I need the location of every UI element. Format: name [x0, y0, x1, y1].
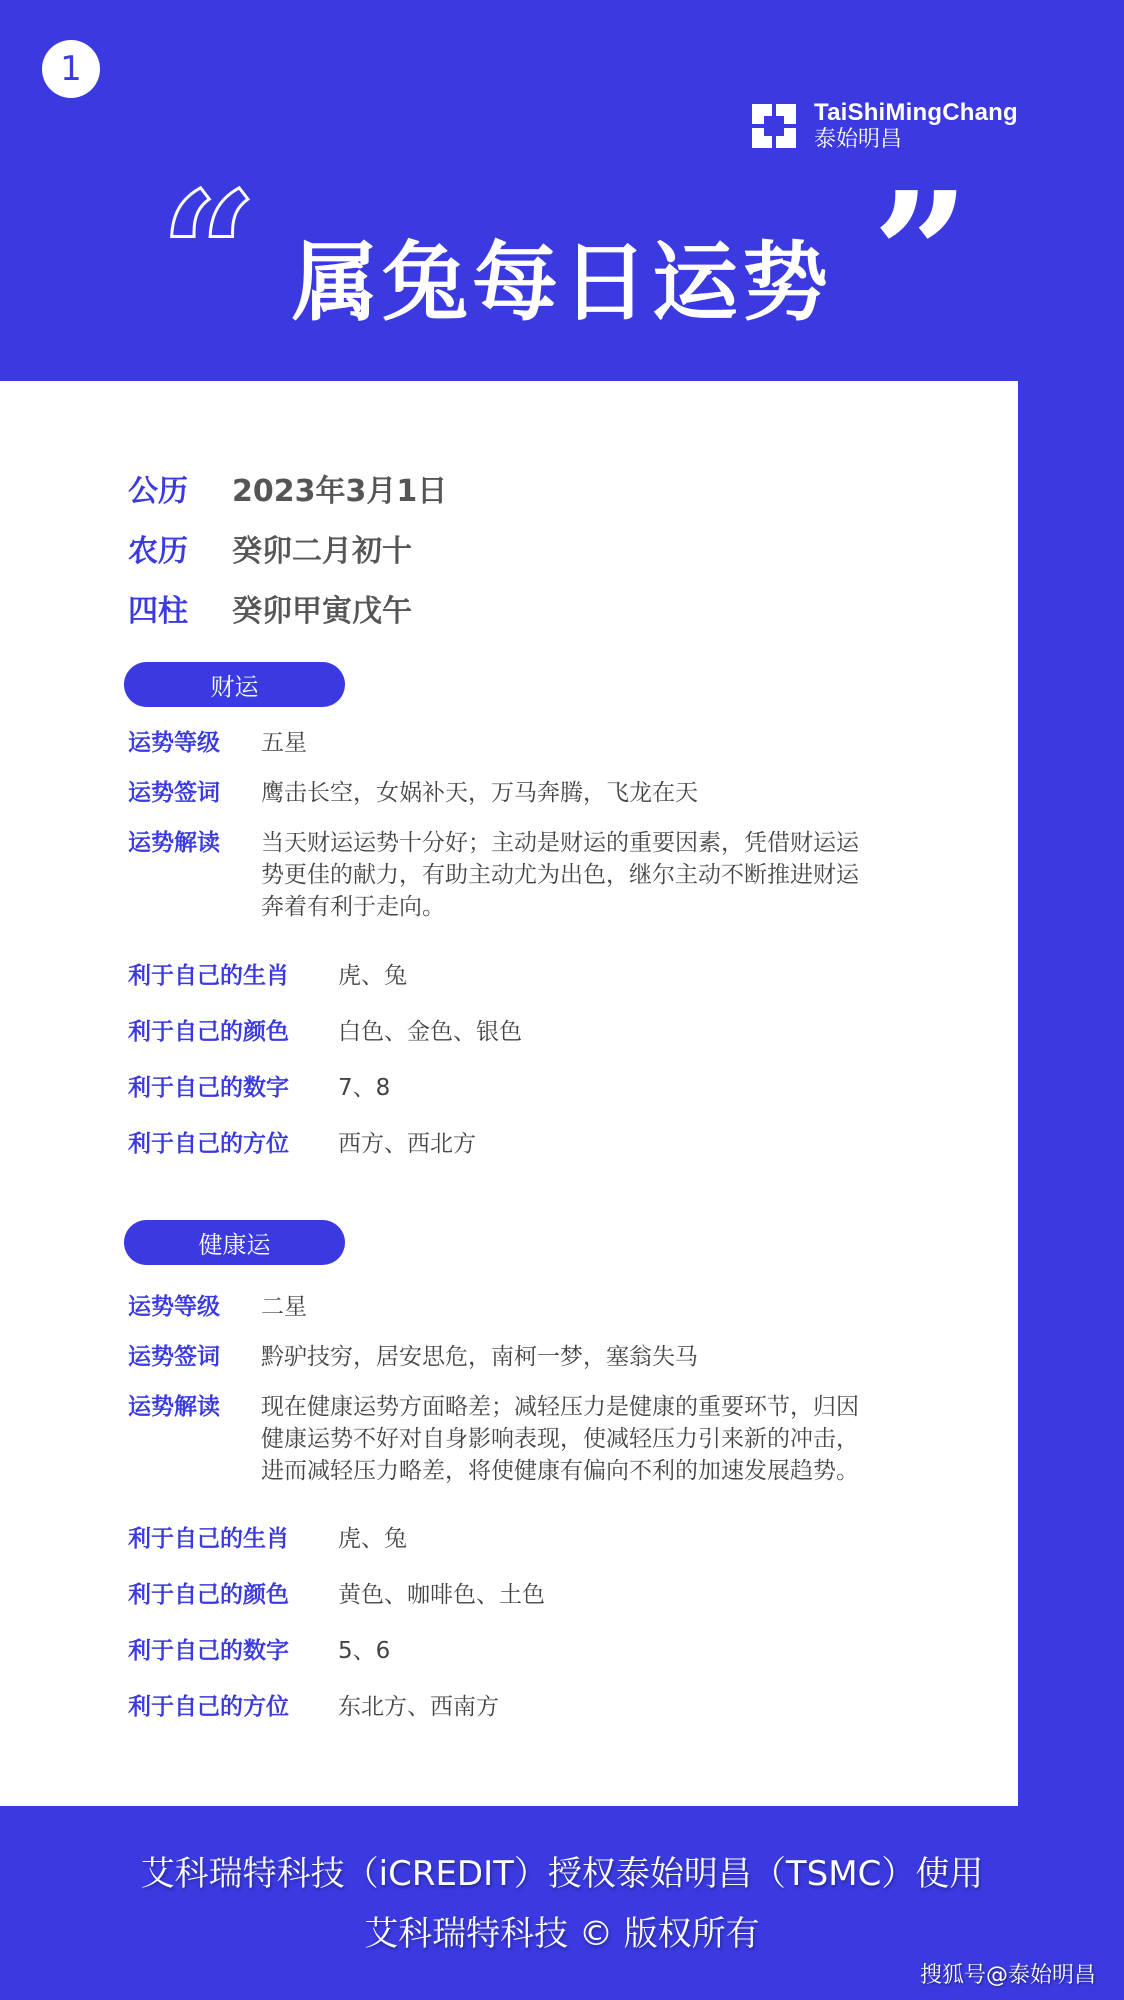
row-label: 运势等级	[128, 1294, 220, 1320]
date-value: 2023年3月1日	[232, 474, 448, 509]
date-value: 癸卯甲寅戊午	[232, 594, 412, 629]
page-number-badge: 1	[42, 40, 100, 98]
row-value: 西方、西北方	[338, 1131, 476, 1157]
hero-banner	[0, 155, 1124, 355]
row-value: 黄色、咖啡色、土色	[338, 1582, 545, 1608]
row-label: 运势解读	[128, 830, 220, 856]
row-label: 利于自己的数字	[128, 1075, 289, 1101]
row-value: 东北方、西南方	[338, 1694, 499, 1720]
brand-logo-block	[748, 100, 1018, 153]
date-label: 公历	[128, 474, 188, 509]
row-value: 7、8	[338, 1075, 391, 1101]
row-label: 运势解读	[128, 1394, 220, 1420]
health-color-row	[128, 1579, 545, 1611]
row-value: 白色、金色、银色	[338, 1019, 522, 1045]
health-number-row	[128, 1635, 390, 1667]
quote-close-icon: ”	[872, 155, 970, 355]
brand-name-en: TaiShiMingChang	[814, 99, 1018, 126]
footer-copyright-line: 艾科瑞特科技 © 版权所有	[364, 1914, 760, 1954]
date-row-solar	[128, 466, 447, 510]
footer-license-line: 艾科瑞特科技（iCREDIT）授权泰始明昌（TSMC）使用	[140, 1854, 984, 1894]
date-row-pillars	[128, 586, 412, 630]
brand-name-cn: 泰始明昌	[814, 127, 903, 153]
date-label: 农历	[128, 534, 188, 569]
row-label: 利于自己的方位	[128, 1131, 289, 1157]
row-value: 虎、兔	[338, 963, 407, 989]
row-label: 运势签词	[128, 1344, 220, 1370]
quote-open-icon: “	[160, 155, 258, 355]
row-label: 运势签词	[128, 780, 220, 806]
date-row-lunar	[128, 526, 412, 570]
row-label: 利于自己的方位	[128, 1694, 289, 1720]
wealth-interp-row	[128, 827, 881, 923]
row-label: 利于自己的生肖	[128, 1526, 289, 1552]
row-value: 二星	[261, 1294, 307, 1320]
content-card	[0, 381, 1018, 1806]
health-interp-row	[128, 1391, 881, 1487]
row-value: 5、6	[338, 1638, 391, 1664]
brand-mark-icon	[748, 100, 800, 152]
row-value: 五星	[261, 730, 307, 756]
date-label: 四柱	[128, 594, 188, 629]
section-pill-wealth: 财运	[124, 662, 345, 707]
row-value: 黔驴技穷，居安思危，南柯一梦，塞翁失马	[261, 1344, 698, 1370]
row-label: 利于自己的颜色	[128, 1019, 289, 1045]
wealth-number-row	[128, 1072, 390, 1104]
row-value: 当天财运运势十分好；主动是财运的重要因素，凭借财运运势更佳的献力，有助主动尤为出色，继尔主动不断推进财运奔着有利于走向。	[261, 830, 859, 920]
health-direction-row	[128, 1691, 499, 1723]
date-value: 癸卯二月初十	[232, 534, 412, 569]
row-label: 利于自己的生肖	[128, 963, 289, 989]
wealth-sign-row	[128, 777, 698, 809]
row-label: 利于自己的颜色	[128, 1582, 289, 1608]
row-label: 运势等级	[128, 730, 220, 756]
health-zodiac-row	[128, 1523, 407, 1555]
section-pill-health: 健康运	[124, 1220, 345, 1265]
row-value: 虎、兔	[338, 1526, 407, 1552]
wealth-zodiac-row	[128, 960, 407, 992]
row-value: 鹰击长空，女娲补天，万马奔腾，飞龙在天	[261, 780, 698, 806]
wealth-direction-row	[128, 1128, 476, 1160]
wealth-level-row	[128, 727, 307, 759]
health-level-row	[128, 1291, 307, 1323]
wealth-color-row	[128, 1016, 522, 1048]
source-watermark: 搜狐号@泰始明昌	[919, 1963, 1096, 1988]
row-value: 现在健康运势方面略差；减轻压力是健康的重要环节，归因健康运势不好对自身影响表现，使减轻压力引来新的冲击，进而减轻压力略差，将使健康有偏向不利的加速发展趋势。	[261, 1394, 859, 1484]
health-sign-row	[128, 1341, 698, 1373]
row-label: 利于自己的数字	[128, 1638, 289, 1664]
page-title: 属兔每日运势	[292, 233, 832, 333]
